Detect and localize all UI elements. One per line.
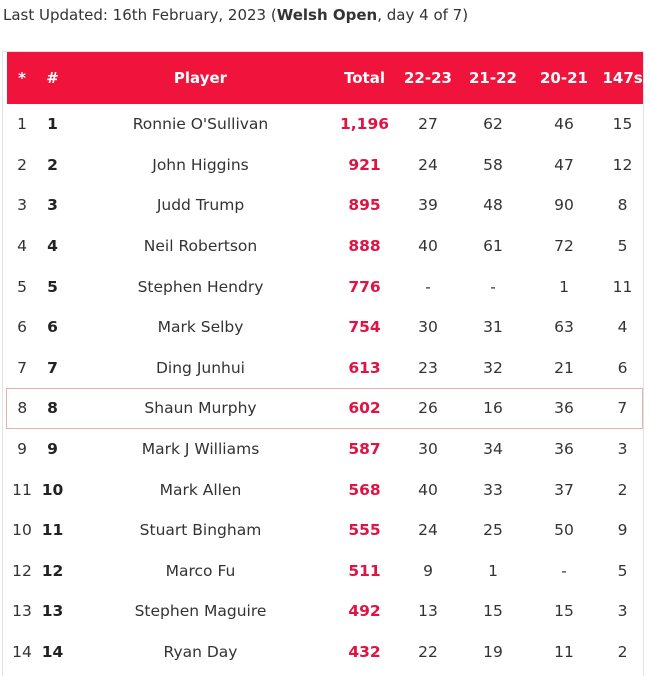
season-22-23-cell: 30 <box>418 440 438 459</box>
maxes-147-cell: 7 <box>603 388 643 429</box>
rank-cell: 6 <box>47 318 58 337</box>
total-cell: 587 <box>348 440 381 459</box>
rank-cell: 5 <box>47 277 58 296</box>
player-name-cell: Marco Fu <box>165 561 236 580</box>
table-row <box>7 266 643 307</box>
maxes-147-cell: 6 <box>617 358 628 377</box>
season-20-21-cell: 47 <box>554 155 574 174</box>
previous-rank-cell: 6 <box>17 318 27 337</box>
total-cell: 432 <box>348 643 381 662</box>
player-name-cell: Mark Selby <box>157 318 244 337</box>
season-21-22-cell: 31 <box>483 318 503 337</box>
column-header-season-21-22[interactable]: 21-22 <box>469 69 517 87</box>
rank-cell: 4 <box>47 237 58 256</box>
player-name-cell: Mark Allen <box>159 480 242 499</box>
rank-cell: 11 <box>41 521 64 540</box>
total-cell: 492 <box>348 602 381 621</box>
player-name-cell: Stuart Bingham <box>139 521 262 540</box>
total-cell: 895 <box>348 196 381 215</box>
total-cell: 555 <box>348 521 381 540</box>
table-row <box>7 145 643 186</box>
player-name-cell: Neil Robertson <box>143 237 258 256</box>
season-20-21-cell: 11 <box>554 643 574 662</box>
rank-cell: 13 <box>41 602 64 621</box>
total-cell: 568 <box>348 480 381 499</box>
maxes-147-cell: 3 <box>617 440 628 459</box>
player-name-cell: Ronnie O'Sullivan <box>132 115 269 134</box>
total-cell: 511 <box>348 561 381 580</box>
season-21-22-cell: 16 <box>461 388 526 429</box>
season-22-23-cell: 39 <box>418 196 438 215</box>
season-20-21-cell: 46 <box>554 115 574 134</box>
season-20-21-cell: 50 <box>554 521 574 540</box>
player-name-cell: Stephen Maguire <box>134 602 267 621</box>
table-row <box>7 388 643 429</box>
total-cell: 1,196 <box>339 115 390 134</box>
season-20-21-cell: 21 <box>554 358 574 377</box>
player-name-cell: John Higgins <box>152 155 249 174</box>
last-updated-text <box>3 6 468 24</box>
season-21-22-cell: 32 <box>483 358 503 377</box>
season-22-23-cell: 22 <box>418 643 438 662</box>
season-20-21-cell: 1 <box>559 277 569 296</box>
previous-rank-cell: 10 <box>12 521 32 540</box>
season-21-22-cell: 62 <box>483 115 503 134</box>
rank-cell: 14 <box>41 643 64 662</box>
previous-rank-cell: 9 <box>17 440 27 459</box>
season-21-22-cell: 1 <box>488 561 498 580</box>
table-row <box>7 307 643 348</box>
season-22-23-cell: 13 <box>418 602 438 621</box>
total-cell: 776 <box>348 277 381 296</box>
previous-rank-cell: 1 <box>17 115 27 134</box>
maxes-147-cell: 4 <box>617 318 628 337</box>
maxes-147-cell: 8 <box>617 196 628 215</box>
season-21-22-cell: 33 <box>483 480 503 499</box>
maxes-147-cell: 9 <box>617 521 628 540</box>
table-row <box>7 104 643 145</box>
column-header-player[interactable]: Player <box>173 69 228 87</box>
rank-cell: 8 <box>38 388 68 429</box>
previous-rank-cell: 8 <box>7 388 38 429</box>
table-row <box>7 185 643 226</box>
rank-cell: 3 <box>47 196 58 215</box>
season-22-23-cell: 24 <box>418 521 438 540</box>
season-21-22-cell: 48 <box>483 196 503 215</box>
season-21-22-cell: 34 <box>483 440 503 459</box>
table-header-row <box>7 52 643 104</box>
player-name-cell: Judd Trump <box>156 196 245 215</box>
total-cell: 888 <box>348 237 381 256</box>
season-22-23-cell: 27 <box>418 115 438 134</box>
player-name-cell: Shaun Murphy <box>68 388 334 429</box>
season-22-23-cell: - <box>425 277 431 296</box>
season-20-21-cell: 36 <box>554 440 574 459</box>
season-21-22-cell: 25 <box>483 521 503 540</box>
player-name-cell: Ryan Day <box>163 643 238 662</box>
event-name: Welsh Open <box>276 6 378 24</box>
maxes-147-cell: 2 <box>617 480 628 499</box>
season-21-22-cell: 15 <box>483 602 503 621</box>
total-cell: 613 <box>348 358 381 377</box>
table-row <box>7 469 643 510</box>
table-row <box>7 348 643 389</box>
season-20-21-cell: 90 <box>554 196 574 215</box>
previous-rank-cell: 12 <box>12 561 32 580</box>
maxes-147-cell: 15 <box>612 115 633 134</box>
previous-rank-cell: 7 <box>17 358 27 377</box>
maxes-147-cell: 5 <box>617 237 628 256</box>
maxes-147-cell: 2 <box>617 643 628 662</box>
total-cell: 602 <box>334 388 396 429</box>
column-header-total[interactable]: Total <box>344 69 385 87</box>
table-row <box>7 226 643 267</box>
maxes-147-cell: 12 <box>612 155 633 174</box>
rankings-table-container <box>2 51 644 676</box>
column-header-season-22-23[interactable]: 22-23 <box>404 69 452 87</box>
previous-rank-cell: 4 <box>17 237 27 256</box>
season-22-23-cell: 30 <box>418 318 438 337</box>
total-cell: 921 <box>348 155 381 174</box>
previous-rank-cell: 2 <box>17 155 27 174</box>
table-row <box>7 429 643 470</box>
previous-rank-cell: 14 <box>12 643 32 662</box>
column-header-rank[interactable]: # <box>46 69 59 87</box>
rank-cell: 2 <box>47 155 58 174</box>
maxes-147-cell: 5 <box>617 561 628 580</box>
table-row <box>7 551 643 592</box>
rank-cell: 9 <box>47 440 58 459</box>
total-cell: 754 <box>348 318 381 337</box>
player-name-cell: Stephen Hendry <box>137 277 264 296</box>
season-22-23-cell: 40 <box>418 480 438 499</box>
previous-rank-cell: 5 <box>17 277 27 296</box>
rank-cell: 7 <box>47 358 58 377</box>
season-21-22-cell: 19 <box>483 643 503 662</box>
season-22-23-cell: 23 <box>418 358 438 377</box>
updated-suffix: , day 4 of 7) <box>377 6 469 24</box>
season-20-21-cell: - <box>561 561 567 580</box>
rank-cell: 10 <box>41 480 64 499</box>
season-22-23-cell: 40 <box>418 237 438 256</box>
season-20-21-cell: 15 <box>554 602 574 621</box>
previous-rank-cell: 11 <box>12 480 32 499</box>
table-row <box>7 510 643 551</box>
previous-rank-cell: 3 <box>17 196 27 215</box>
column-header-147s[interactable]: 147s <box>602 69 643 87</box>
table-row <box>7 591 643 632</box>
player-name-cell: Ding Junhui <box>155 358 245 377</box>
season-20-21-cell: 72 <box>554 237 574 256</box>
rank-cell: 1 <box>47 115 58 134</box>
season-21-22-cell: 58 <box>483 155 503 174</box>
column-header-season-20-21[interactable]: 20-21 <box>540 69 588 87</box>
season-20-21-cell: 63 <box>554 318 574 337</box>
season-21-22-cell: - <box>490 277 496 296</box>
rank-cell: 12 <box>41 561 64 580</box>
season-22-23-cell: 26 <box>396 388 461 429</box>
season-22-23-cell: 9 <box>423 561 433 580</box>
updated-prefix: Last Updated: 16th February, 2023 ( <box>3 6 277 24</box>
previous-rank-cell: 13 <box>12 602 32 621</box>
season-20-21-cell: 37 <box>554 480 574 499</box>
column-header-previous[interactable]: * <box>18 69 26 87</box>
maxes-147-cell: 3 <box>617 602 628 621</box>
table-row <box>7 632 643 673</box>
season-22-23-cell: 24 <box>418 155 438 174</box>
season-20-21-cell: 36 <box>526 388 603 429</box>
table-body <box>7 104 643 672</box>
season-21-22-cell: 61 <box>483 237 503 256</box>
player-name-cell: Mark J Williams <box>141 440 260 459</box>
maxes-147-cell: 11 <box>612 277 633 296</box>
rankings-table <box>6 52 643 672</box>
